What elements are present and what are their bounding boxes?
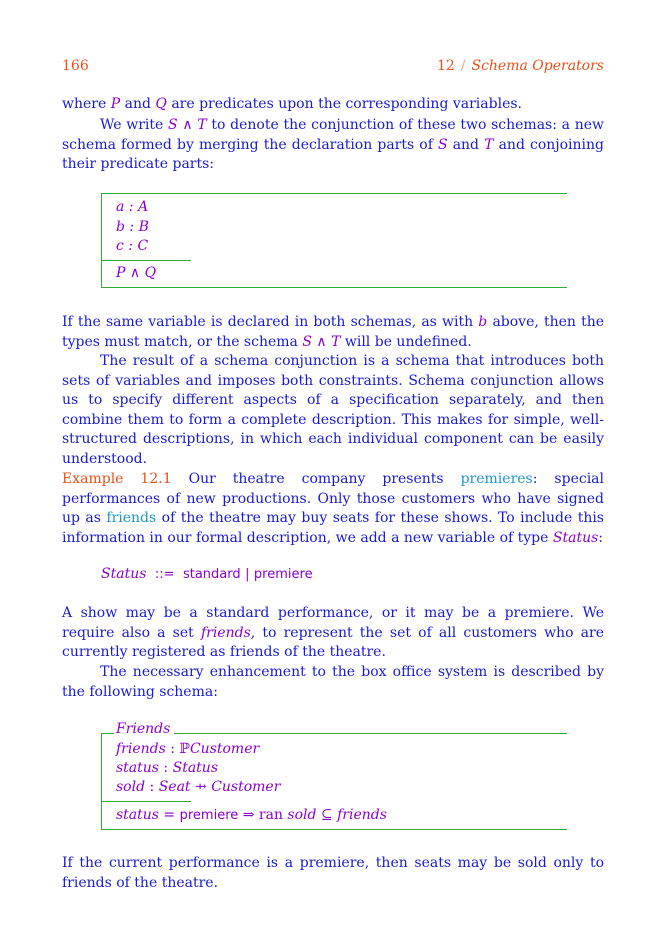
equals-symbol: = [158, 807, 180, 823]
paragraph-result: The result of a schema conjunction is a schema that introduces both sets of variables and imposes both constraints. Schema conjunction allows us to specify different aspects of a specification separately, and then combine them to form a complete description. This makes for simple, well-structured descriptions, in which each individual component can be easily understood. [62, 353, 604, 467]
schema-divider [101, 260, 191, 261]
paragraph-predicates [62, 95, 604, 115]
text: where [62, 96, 107, 112]
decl-var: sold [116, 779, 146, 795]
math-friends: friends [200, 624, 251, 641]
pred-value: premiere [179, 808, 239, 823]
text: and [452, 136, 480, 153]
text: : special performances of new productions. Only those customers who have signed up as [62, 471, 605, 526]
text: Our theatre company presents [188, 471, 444, 487]
page-number: 166 [62, 58, 89, 74]
text: and conjoining their predicate parts: [62, 136, 605, 172]
term-premieres: premieres [460, 471, 533, 487]
decl-type: Status [172, 760, 218, 776]
text: A show may be a standard performance, or it may be a premiere. We require also a set [62, 605, 604, 641]
math-status: Status [552, 529, 599, 546]
paragraph-premiere: If the current performance is a premiere, then seats may be sold only to friends of the theatre. [62, 855, 604, 891]
decl-sep: : [145, 779, 159, 795]
schema-decl-friends [116, 740, 259, 760]
term-friends: friends [106, 510, 157, 526]
free-type-definition [101, 566, 313, 582]
chapter-title: Schema Operators [471, 58, 604, 74]
schema-name: Friends [116, 721, 171, 737]
partial-function-arrow: ⇸ [190, 779, 212, 795]
schema-left-rule [101, 193, 102, 288]
text: will be undefined. [344, 333, 472, 350]
example-label: Example 12.1 [62, 471, 172, 487]
pred-var: friends [337, 807, 387, 823]
text: , to represent the set of all customers who are currently registered as friends of the theatre. [62, 624, 604, 660]
constructor-standard: standard [182, 567, 241, 582]
decl-type: Customer [211, 779, 281, 795]
math-s-and-t: S ∧ T [168, 117, 207, 133]
schema-decl: c : C [116, 238, 149, 254]
math-s-and-t: S ∧ T [302, 333, 341, 350]
decl-sep: : [158, 760, 173, 776]
schema-divider [101, 801, 191, 802]
schema-decl-status [116, 759, 218, 779]
chapter-number: 12 [436, 58, 455, 74]
paragraph-show [62, 604, 604, 663]
pred-var: sold [287, 807, 317, 823]
schema-decl: a : A [116, 199, 149, 215]
pred-var: status [116, 807, 159, 823]
schema-decl: b : B [116, 219, 149, 235]
schema-bottom-rule [101, 829, 567, 830]
text: If the same variable is declared in both schemas, as with [62, 314, 474, 330]
text: : [598, 529, 603, 546]
decl-sep: : [165, 741, 180, 757]
schema-predicate: P ∧ Q [116, 265, 157, 281]
schema-left-rule [101, 733, 102, 829]
text: to denote the conjunction of these two schemas: a new schema formed by merging the declaration parts of [62, 117, 605, 153]
paragraph-conjunction [62, 116, 604, 175]
decl-type: Seat [158, 779, 191, 795]
example-paragraph [62, 470, 604, 548]
math-q: Q [155, 96, 167, 112]
constructor-premiere: premiere [253, 567, 313, 582]
math-b: b [478, 314, 488, 330]
decl-var: friends [116, 741, 166, 757]
schema-top-rule-left [101, 733, 114, 734]
text: are predicates upon the corresponding variables. [171, 96, 522, 112]
text: of the theatre may buy seats for these shows. To include this information in our formal description, we add a new variable of type [62, 510, 604, 546]
subset-symbol: ⊆ [316, 807, 338, 823]
schema-decl-sold [116, 778, 280, 798]
decl-var: status [116, 760, 159, 776]
math-p: P [110, 96, 121, 112]
def-operator: ::= [154, 567, 175, 582]
schema-top-rule [101, 193, 567, 194]
chapter-header [437, 58, 604, 74]
text: and [124, 96, 151, 112]
paragraph-enhancement: The necessary enhancement to the box office system is described by the following schema: [62, 664, 604, 700]
powerset-symbol: ℙ [179, 741, 190, 757]
text: above, then the types must match, or the schema [62, 314, 605, 350]
type-name: Status [101, 566, 147, 582]
paragraph-types [62, 313, 604, 352]
schema-predicate [116, 806, 387, 826]
implies-symbol: ⇒ [238, 807, 259, 823]
math-s: S [437, 136, 448, 153]
header-separator: / [460, 58, 466, 74]
schema-bottom-rule [101, 287, 567, 288]
constructor-bar: | [245, 567, 250, 582]
range-operator: ran [258, 807, 283, 823]
schema-top-rule-right [174, 733, 567, 734]
text: We write [100, 117, 164, 133]
math-t: T [484, 136, 494, 153]
decl-type: Customer [189, 741, 260, 757]
